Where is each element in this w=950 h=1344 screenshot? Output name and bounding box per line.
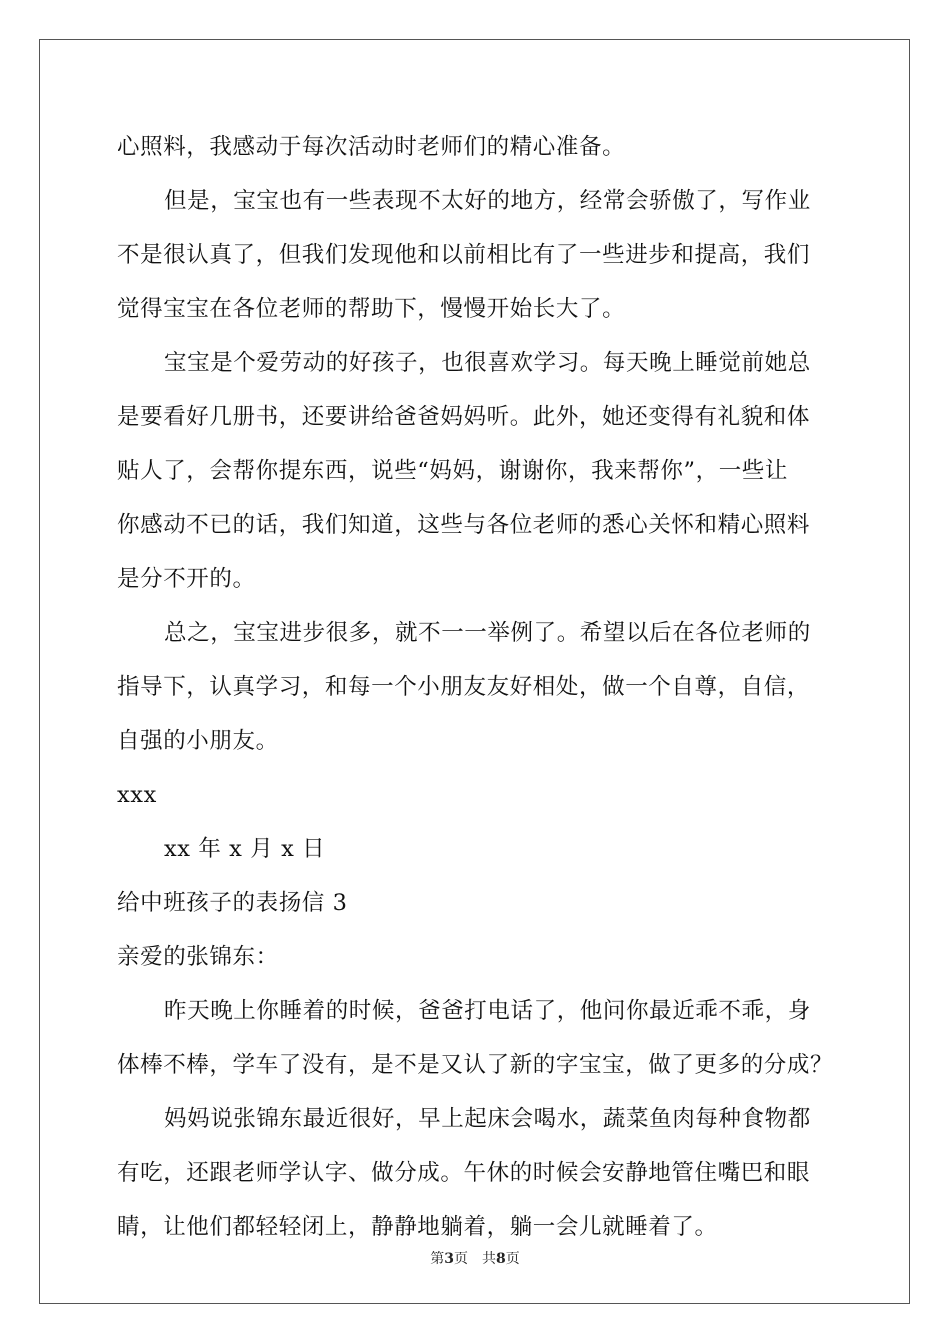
footer-middle: 页 共 (454, 1251, 496, 1267)
text-line-5: 宝宝是个爱劳动的好孩子，也很喜欢学习。每天晚上睡觉前她总 (164, 350, 811, 376)
salutation: 亲爱的张锦东： (117, 944, 279, 970)
document-body (117, 120, 837, 1254)
footer-prefix: 第 (430, 1251, 445, 1267)
text-line-9: 是分不开的。 (117, 566, 256, 592)
text-line-6: 是要看好几册书，还要讲给爸爸妈妈听。此外，她还变得有礼貌和体 (117, 404, 811, 430)
text-line-3: 不是很认真了，但我们发现他和以前相比有了一些进步和提高，我们 (117, 242, 811, 268)
text-line-4: 觉得宝宝在各位老师的帮助下，慢慢开始长大了。 (117, 296, 626, 322)
date-line: xx 年 x 月 x 日 (164, 836, 326, 862)
signature: xxx (117, 782, 157, 808)
text-line-10: 总之，宝宝进步很多，就不一一举例了。希望以后在各位老师的 (164, 620, 811, 646)
current-page-number: 3 (444, 1251, 454, 1267)
text-line-8: 你感动不已的话，我们知道，这些与各位老师的悉心关怀和精心照料 (117, 512, 811, 538)
text-line-7: 贴人了，会帮你提东西，说些“妈妈，谢谢你，我来帮你”，一些让 (117, 458, 789, 484)
text-line-20: 有吃，还跟老师学认字、做分成。午休的时候会安静地管住嘴巴和眼 (117, 1160, 811, 1186)
page-footer (0, 1248, 950, 1268)
text-line-12: 自强的小朋友。 (117, 728, 279, 754)
text-line-19: 妈妈说张锦东最近很好，早上起床会喝水，蔬菜鱼肉每种食物都 (164, 1106, 811, 1132)
section-title: 给中班孩子的表扬信 3 (117, 890, 348, 916)
text-line-18: 体棒不棒，学车了没有，是不是又认了新的字宝宝，做了更多的分成？ (117, 1052, 834, 1078)
text-line-11: 指导下，认真学习，和每一个小朋友友好相处，做一个自尊，自信， (117, 674, 811, 700)
text-line-17: 昨天晚上你睡着的时候，爸爸打电话了，他问你最近乖不乖，身 (164, 998, 811, 1024)
text-line-2: 但是，宝宝也有一些表现不太好的地方，经常会骄傲了，写作业 (164, 188, 811, 214)
text-line-21: 睛，让他们都轻轻闭上，静静地躺着，躺一会儿就睡着了。 (117, 1214, 718, 1240)
footer-suffix: 页 (505, 1251, 520, 1267)
text-line-1: 心照料，我感动于每次活动时老师们的精心准备。 (117, 134, 626, 160)
total-page-number: 8 (496, 1251, 506, 1267)
